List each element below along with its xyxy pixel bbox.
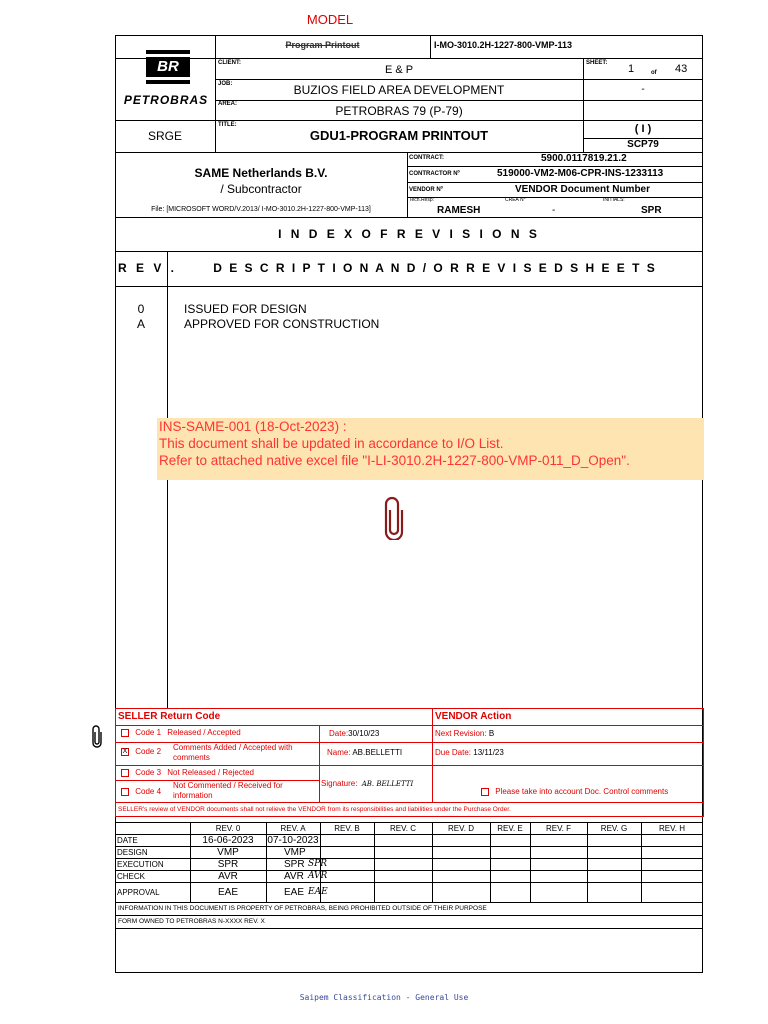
contract-label: CONTRACT: — [409, 155, 444, 161]
company-name: PETROBRAS — [123, 93, 209, 107]
job-extra: - — [641, 84, 645, 95]
due-date-label: Due Date: — [435, 748, 472, 757]
table-row-check-reva: AVR — [284, 871, 304, 882]
seller-signature-value: AB. BELLETTI — [361, 780, 414, 788]
table-row-execution-label: EXECUTION — [117, 860, 164, 869]
vendor-no-label: VENDOR Nº — [409, 187, 443, 193]
paperclip-icon[interactable] — [384, 496, 404, 545]
title-code: ( I ) — [634, 123, 652, 135]
next-revision-value: B — [488, 729, 495, 738]
seller-name-label: Name: — [327, 748, 351, 757]
code-4-desc: Not Commented / Received for information — [173, 781, 283, 800]
table-row-design-rev0: VMP — [217, 847, 239, 858]
table-row-check-label: CHECK — [117, 872, 146, 881]
seller-date — [329, 729, 379, 738]
rev-column-header: R E V . — [118, 261, 178, 275]
paperclip-icon-small[interactable] — [91, 724, 103, 753]
rev-row-0-desc: ISSUED FOR DESIGN — [184, 302, 307, 316]
code-2-row[interactable] — [121, 747, 161, 756]
table-row-date-rev0: 16-06-2023 — [202, 835, 254, 846]
petrobras-logo — [146, 50, 190, 84]
rev-header-f: REV. F — [545, 824, 572, 833]
desc-column-header: D E S C R I P T I O N A N D / O R R E V I S E D S H E E T S — [213, 261, 657, 275]
code-3-row[interactable] — [121, 768, 254, 777]
sheet-number: 1 — [628, 63, 635, 75]
rev-header-h: REV. H — [659, 824, 685, 833]
table-row-check-rev0: AVR — [218, 871, 238, 882]
code-2-checkbox[interactable]: X — [122, 747, 128, 755]
table-row-execution-signature: SPR — [308, 859, 327, 869]
vendor-action-checkbox-row[interactable] — [481, 787, 668, 796]
seller-disclaimer: SELLER's review of VENDOR documents shall not relieve the VENDOR from its responsibilities and liabilities under the Purchase Order. — [118, 806, 511, 813]
review-note-line-3: Refer to attached native excel file "I-LI-3010.2H-1227-800-VMP-011_D_Open". — [159, 453, 630, 468]
document-title: GDU1-PROGRAM PRINTOUT — [309, 128, 489, 143]
title-label: TITLE: — [218, 122, 237, 128]
rev-row-1-rev: A — [136, 317, 145, 331]
rev-header-g: REV. G — [600, 824, 628, 833]
title-code-2: SCP79 — [627, 139, 659, 150]
seller-signature — [321, 779, 413, 788]
form-owner-notice: FORM OWNED TO PETROBRAS N-XXXX REV. X — [118, 918, 265, 925]
sheet-label: SHEET: — [586, 60, 608, 66]
rev-header-b: REV. B — [334, 824, 360, 833]
next-revision — [435, 729, 494, 738]
job-label: JOB: — [218, 81, 233, 87]
rev-header-a: REV. A — [280, 824, 306, 833]
code-1-row[interactable] — [121, 728, 241, 737]
review-note-line-1: INS-SAME-001 (18-Oct-2023) : — [159, 419, 347, 434]
rev-header-e: REV. E — [497, 824, 523, 833]
next-revision-label: Next Revision: — [435, 729, 487, 738]
area-value: PETROBRAS 79 (P-79) — [335, 104, 463, 118]
rev-header-c: REV. C — [390, 824, 416, 833]
sheet-total: 43 — [675, 63, 688, 75]
seller-name — [327, 748, 402, 757]
crea-label: CREA N° — [505, 197, 526, 203]
classification-footer: Saipem Classification - General Use — [299, 993, 469, 1002]
tech-resp-value: RAMESH — [437, 205, 481, 216]
logo-text: BR — [157, 58, 179, 75]
sheet-of: of — [651, 70, 657, 76]
initials-value: SPR — [641, 205, 662, 216]
crea-value: - — [552, 205, 556, 216]
vendor-action-checkbox[interactable] — [481, 788, 489, 796]
code-3-desc: Not Released / Rejected — [167, 768, 254, 777]
vendor-no-value: VENDOR Document Number — [515, 184, 651, 195]
table-row-execution-rev0: SPR — [217, 859, 239, 870]
srge-label: SRGE — [147, 129, 182, 143]
contractor-no-label: CONTRACTOR Nº — [409, 171, 460, 177]
initials-label: INITIALS: — [603, 197, 625, 203]
tech-resp-label: Tech.Resp: — [409, 197, 435, 203]
rev-row-1-desc: APPROVED FOR CONSTRUCTION — [184, 317, 380, 331]
code-4-row[interactable] — [121, 787, 161, 796]
table-row-approval-reva: EAE — [284, 887, 305, 898]
table-row-check-signature: AVR — [308, 871, 328, 881]
seller-title: SELLER Return Code — [118, 711, 221, 722]
seller-name-value: AB.BELLETTI — [352, 748, 403, 757]
review-note — [157, 418, 704, 480]
seller-signature-label: Signature: — [321, 779, 358, 788]
code-3-label: Code 3 — [135, 768, 162, 777]
revisions-title: I N D E X O F R E V I S I O N S — [278, 227, 540, 241]
file-path: File: [MICROSOFT WORD/V.2013/ I-MO-3010.2H-1227-800-VMP-113] — [151, 206, 371, 213]
model-label: MODEL — [306, 12, 354, 27]
due-date-value: 13/11/23 — [473, 748, 504, 757]
seller-date-label: Date: — [329, 729, 349, 738]
seller-date-value: 30/10/23 — [348, 729, 380, 738]
property-notice: INFORMATION IN THIS DOCUMENT IS PROPERTY OF PETROBRAS, BEING PROHIBITED OUTSIDE OF THEIR PURPOSE — [118, 905, 487, 912]
contractor-sub: / Subcontractor — [220, 182, 302, 196]
rev-header-d: REV. D — [448, 824, 474, 833]
rev-header-0: REV. 0 — [215, 824, 241, 833]
code-4-checkbox[interactable] — [121, 788, 129, 796]
table-row-approval-signature: EAE — [308, 887, 328, 897]
table-row-date-reva: 07-10-2023 — [267, 835, 319, 846]
table-row-design-reva: VMP — [284, 847, 306, 858]
table-row-design-label: DESIGN — [117, 848, 148, 857]
table-row-approval-label: APPROVAL — [117, 888, 160, 897]
vendor-action-title: VENDOR Action — [435, 711, 512, 722]
code-4-label: Code 4 — [135, 787, 162, 796]
code-1-desc: Released / Accepted — [167, 728, 241, 737]
code-2-desc: Comments Added / Accepted with comments — [173, 743, 293, 762]
vendor-action-note: Please take into account Doc. Control comments — [495, 787, 669, 796]
code-1-label: Code 1 — [135, 728, 162, 737]
code-1-checkbox[interactable] — [121, 729, 129, 737]
doc-number: I-MO-3010.2H-1227-800-VMP-113 — [434, 40, 573, 50]
table-row-execution-reva: SPR — [284, 859, 305, 870]
client-label: CLIENT: — [218, 60, 241, 66]
contractor-name: SAME Netherlands B.V. — [194, 166, 328, 180]
table-row-date-label: DATE — [117, 836, 138, 845]
code-3-checkbox[interactable] — [121, 769, 129, 777]
contractor-no-value: 519000-VM2-M06-CPR-INS-1233113 — [497, 168, 664, 179]
review-note-line-2: This document shall be updated in accordance to I/O List. — [159, 436, 504, 451]
rev-row-0-rev: 0 — [137, 302, 145, 316]
program-label: Program Printout — [285, 40, 360, 50]
due-date — [435, 748, 504, 757]
contract-value: 5900.0117819.21.2 — [541, 153, 627, 164]
area-label: AREA: — [218, 101, 237, 107]
table-row-approval-rev0: EAE — [217, 887, 238, 898]
code-2-label: Code 2 — [135, 747, 162, 756]
job-value: BUZIOS FIELD AREA DEVELOPMENT — [293, 83, 505, 97]
client-value: E & P — [384, 64, 414, 76]
